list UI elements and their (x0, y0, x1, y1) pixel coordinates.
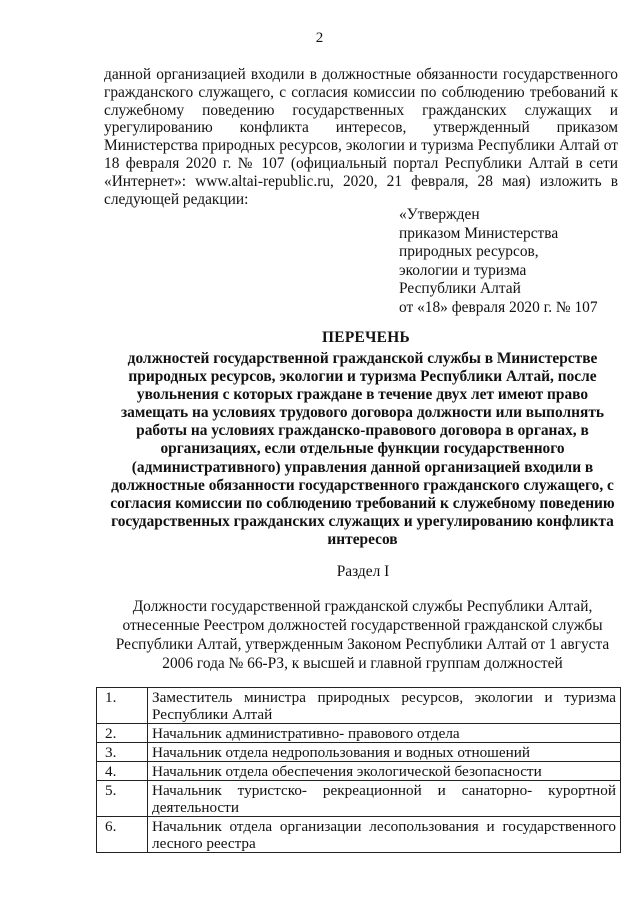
list-title: ПЕРЕЧЕНЬ (321, 329, 410, 346)
row-number: 5. (97, 781, 148, 817)
row-number: 2. (97, 724, 148, 743)
approval-line: Республики Алтай (399, 280, 521, 297)
list-subtitle: должностей государственной гражданской службы в Министерстве природных ресурсов, экологии и туризма Республики Алтай, после увольнения с которых граждане в течение двух лет имеют право замещать на условиях трудового договора должности или выполнять работы на условиях гражданско-правового договора в органах, в организациях, если отдельные функции государственного (административного) управления данной организацией входили в должностные обязанности государственного гражданского служащего, с согласия комиссии по соблюдению требований к служебному поведению государственных гражданских служащих и урегулированию конфликта интересов (110, 350, 615, 548)
row-number: 4. (97, 762, 148, 781)
approval-line: «Утвержден (399, 206, 480, 223)
table-row (97, 743, 621, 762)
intro-paragraph: данной организацией входили в должностные обязанности государственного гражданского служащего, с согласия комиссии по соблюдению требований к служебному поведению государственных гражданских служащих и урегулированию конфликта интересов, утвержденный приказом Министерства природных ресурсов, экологии и туризма Республики Алтай от 18 февраля 2020 г. № 107 (официальный портал Республики Алтай в сети «Интернет»: www.altai-republic.ru, 2020, 21 февраля, 28 мая) изложить в следующей редакции: (104, 66, 618, 208)
position-name: Начальник отдела обеспечения экологической безопасности (148, 762, 621, 781)
table-row (97, 781, 621, 817)
approval-line: природных ресурсов, (399, 243, 539, 260)
approval-line: экологии и туризма (399, 261, 527, 279)
approval-stamp (399, 206, 629, 317)
position-name: Начальник отдела организации лесопользования и государственного лесного реестра (148, 817, 621, 853)
section-description: Должности государственной гражданской службы Республики Алтай, отнесенные Реестром должностей государственной гражданской службы Республики Алтай, утвержденным Законом Республики Алтай от 1 августа 2006 года № 66-РЗ, к высшей и главной группам должностей (115, 598, 610, 672)
approval-line: приказом Министерства (399, 224, 559, 242)
position-name: Начальник туристско- рекреационной и санаторно- курортной деятельности (148, 781, 621, 817)
table-row (97, 817, 621, 853)
page-number: 2 (315, 30, 324, 46)
row-number: 1. (97, 688, 148, 724)
position-name: Начальник отдела недропользования и водных отношений (148, 743, 621, 762)
table-row (97, 688, 621, 724)
table-row (97, 762, 621, 781)
row-number: 3. (97, 743, 148, 762)
table-row (97, 724, 621, 743)
position-name: Заместитель министра природных ресурсов, экологии и туризма Республики Алтай (148, 688, 621, 724)
approval-line: от «18» февраля 2020 г. № 107 (399, 298, 598, 316)
section-title: Раздел I (336, 563, 390, 580)
position-name: Начальник административно- правового отдела (148, 724, 621, 743)
positions-table (96, 687, 621, 853)
row-number: 6. (97, 817, 148, 853)
